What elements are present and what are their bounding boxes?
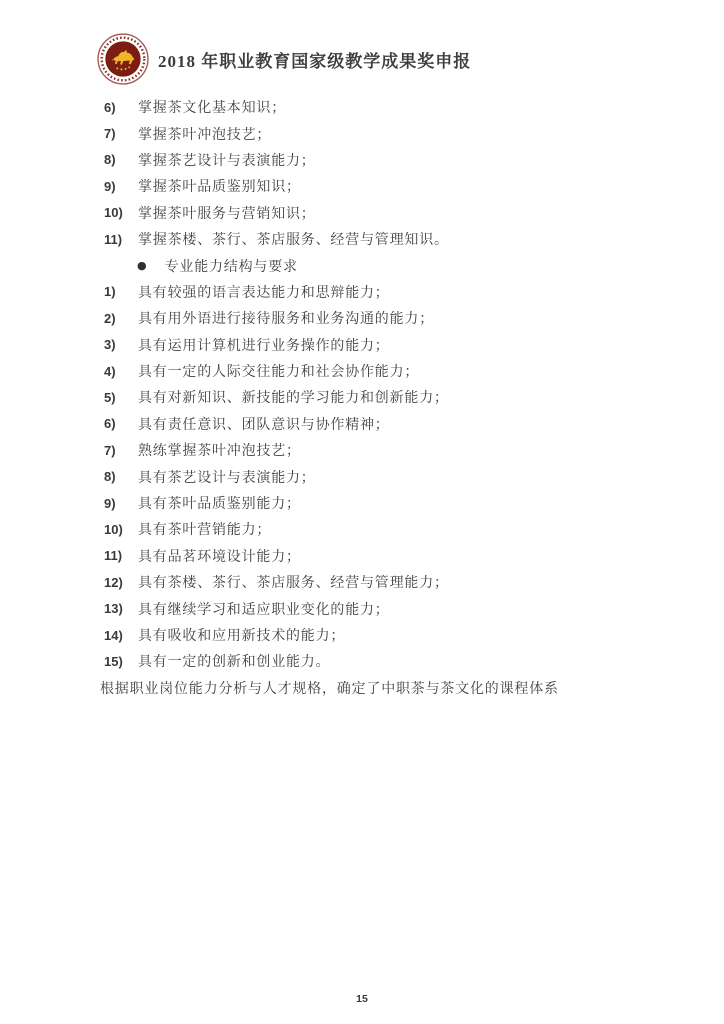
list-item-number: 10) <box>104 205 123 221</box>
page-content <box>0 94 724 701</box>
ability-list-item <box>0 384 724 410</box>
list-item-text: 掌握茶楼、茶行、茶店服务、经营与管理知识。 <box>138 233 449 249</box>
ability-list-item <box>0 279 724 305</box>
knowledge-list-item <box>0 173 724 199</box>
list-item-text: 掌握茶叶品质鉴别知识； <box>138 180 301 196</box>
list-item-text: 熟练掌握茶叶冲泡技艺； <box>138 444 301 460</box>
list-item-number: 14) <box>104 627 123 643</box>
list-item-number: 8) <box>104 152 116 168</box>
ability-list-item <box>0 543 724 569</box>
list-item-text: 具有茶艺设计与表演能力； <box>138 470 316 486</box>
list-item-text: 掌握茶艺设计与表演能力； <box>138 153 316 169</box>
list-item-number: 3) <box>104 337 116 353</box>
ability-list-item <box>0 490 724 516</box>
list-item-number: 13) <box>104 601 123 617</box>
list-item-text: 具有对新知识、新技能的学习能力和创新能力； <box>138 391 449 407</box>
list-item-number: 15) <box>104 653 123 669</box>
list-item-text: 具有吸收和应用新技术的能力； <box>138 629 346 644</box>
list-item-number: 8) <box>104 469 116 485</box>
list-item-text: 具有茶叶品质鉴别能力； <box>138 497 301 513</box>
list-item-number: 6) <box>104 99 116 115</box>
knowledge-list-item <box>0 94 724 120</box>
ability-list-item <box>0 516 724 542</box>
bullet-icon: ● <box>137 259 147 273</box>
list-item-number: 7) <box>104 126 116 142</box>
list-item-number: 9) <box>104 495 116 511</box>
list-item-text: 掌握茶叶冲泡技艺； <box>138 127 272 143</box>
list-item-text: 具有较强的语言表达能力和思辩能力； <box>138 285 390 301</box>
section-heading <box>0 252 724 278</box>
list-item-text: 具有一定的创新和创业能力。 <box>138 655 331 671</box>
list-item-number: 5) <box>104 389 116 405</box>
list-item-text: 具有运用计算机进行业务操作的能力； <box>138 338 390 354</box>
ability-list-item <box>0 437 724 463</box>
list-item-text: 具有责任意识、团队意识与协作精神； <box>138 417 390 433</box>
ability-list-item <box>0 648 724 674</box>
ability-list-item <box>0 569 724 595</box>
list-item-number: 2) <box>104 310 116 326</box>
document-header <box>97 33 471 85</box>
list-item-number: 11) <box>104 231 123 247</box>
list-item-text: 具有品茗环境设计能力； <box>138 549 301 565</box>
list-item-text: 具有继续学习和适应职业变化的能力； <box>138 602 390 618</box>
document-title: 2018 年职业教育国家级教学成果奖申报 <box>158 51 472 71</box>
list-item-text: 掌握茶文化基本知识； <box>138 101 286 117</box>
ability-list-item <box>0 332 724 358</box>
list-item-number: 4) <box>104 363 116 379</box>
list-item-number: 1) <box>104 284 116 300</box>
list-item-number: 11) <box>104 548 123 564</box>
ability-list-item <box>0 595 724 621</box>
ability-list-item <box>0 411 724 437</box>
knowledge-list-item <box>0 200 724 226</box>
page-footer <box>0 989 724 1007</box>
ability-list-item <box>0 305 724 331</box>
page-number: 15 <box>356 993 368 1005</box>
knowledge-list-item <box>0 120 724 146</box>
school-seal-icon <box>97 33 149 85</box>
ability-list-item <box>0 463 724 489</box>
ability-list-item <box>0 358 724 384</box>
list-item-text: 具有一定的人际交往能力和社会协作能力； <box>138 365 420 381</box>
list-item-text: 具有茶叶营销能力； <box>138 523 272 539</box>
knowledge-list-item <box>0 147 724 173</box>
list-item-text: 具有用外语进行接待服务和业务沟通的能力； <box>138 312 434 328</box>
list-item-number: 10) <box>104 521 123 537</box>
list-item-number: 9) <box>104 178 116 194</box>
list-item-number: 7) <box>104 442 116 458</box>
list-item-number: 12) <box>104 574 123 590</box>
knowledge-list-item <box>0 226 724 252</box>
list-item-number: 6) <box>104 416 116 432</box>
list-item-text: 掌握茶叶服务与营销知识； <box>138 206 316 222</box>
list-item-text: 具有茶楼、茶行、茶店服务、经营与管理能力； <box>138 576 449 592</box>
section-heading-label: 专业能力结构与要求 <box>164 259 298 275</box>
ability-list-item <box>0 622 724 648</box>
closing-paragraph: 根据职业岗位能力分析与人才规格，确定了中职茶与茶文化的课程体系 <box>100 681 559 697</box>
